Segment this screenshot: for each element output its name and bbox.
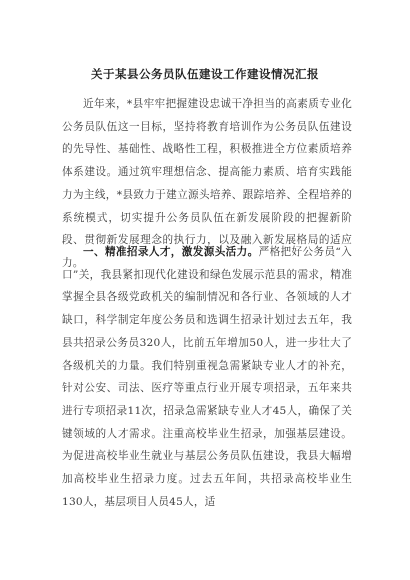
section-heading: 一、精准招录人才，激发源头活力。 bbox=[83, 246, 259, 258]
document-title: 关于某县公务员队伍建设工作建设情况汇报 bbox=[91, 67, 319, 81]
paragraph-section-1 bbox=[62, 241, 352, 513]
paragraph-text: 严格把好公务员“入口”关，我县紧扣现代化建设和绿色发展示范县的需求，精准掌握全县各级党政机关的编制情况和各行业、各领域的人才缺口，科学制定年度公务员和选调生招录计划过去五年，我县共招录公务员320人，比前五年增加50人，进一步壮大了各级机关的力量。我们特别重视急需紧缺专业人才的补充，针对公安、司法、医疗等重点行业开展专项招录，五年来共进行专项招录11次，招录急需紧缺专业人才45人，确保了关键领域的人才需求。注重高校毕业生招录，加强基层建设。为促进高校毕业生就业与基层公务员队伍建设，我县大幅增加高校毕业生招录力度。过去五年间，共招录高校毕业生130人，基层项目人员45人，适 bbox=[62, 246, 353, 508]
paragraph-text: 近年来，*县牢牢把握建设忠诚干净担当的高素质专业化公务员队伍这一目标，坚持将教育培训作为公务员队伍建设的先导性、基础性、战略性工程，积极推进全方位素质培养体系建设。通过筑牢理想信念、提高能力素质、培育实践能力为主线，*县致力于建立源头培养、跟踪培养、全程培养的系统模式，切实提升公务员队伍在新发展阶段的把握新阶段、贯彻新发展理念的执行力，以及融入新发展格局的适应力。 bbox=[62, 98, 352, 269]
